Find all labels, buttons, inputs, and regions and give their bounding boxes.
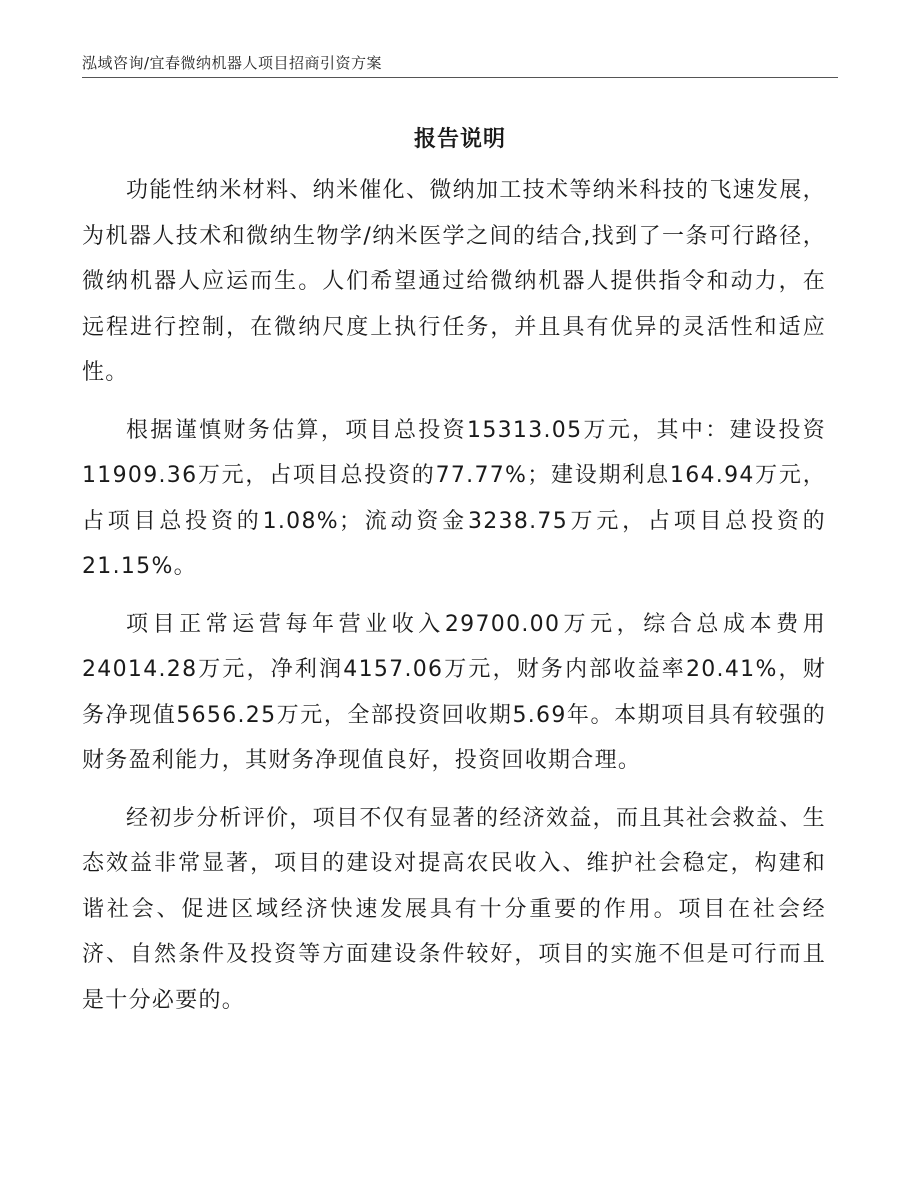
page-title: 报告说明 — [413, 127, 506, 152]
paragraph-investment: 根据谨慎财务估算，项目总投资15313.05万元，其中：建设投资11909.36万元，占项目总投资的77.77%；建设期利息164.94万元，占项目总投资的1.08%；流动资金3238.75万元，占项目总投资的21.15%。 — [82, 417, 826, 579]
paragraph-intro: 功能性纳米材料、纳米催化、微纳加工技术等纳米科技的飞速发展，为机器人技术和微纳生物学/纳米医学之间的结合,找到了一条可行路径，微纳机器人应运而生。人们希望通过给微纳机器人提供指令和动力，在远程进行控制，在微纳尺度上执行任务，并且具有优异的灵活性和适应性。 — [82, 178, 826, 385]
paragraph-revenue: 项目正常运营每年营业收入29700.00万元，综合总成本费用24014.28万元，净利润4157.06万元，财务内部收益率20.41%，财务净现值5656.25万元，全部投资回收期5.69年。本期项目具有较强的财务盈利能力，其财务净现值良好，投资回收期合理。 — [82, 611, 826, 773]
paragraph-evaluation: 经初步分析评价，项目不仅有显著的经济效益，而且其社会救益、生态效益非常显著，项目的建设对提高农民收入、维护社会稳定，构建和谐社会、促进区域经济快速发展具有十分重要的作用。项目在社会经济、自然条件及投资等方面建设条件较好，项目的实施不但是可行而且是十分必要的。 — [82, 805, 826, 1013]
document-body — [82, 168, 826, 1035]
document-header: 泓域咨询/宜春微纳机器人项目招商引资方案 — [82, 54, 383, 72]
header-divider — [82, 77, 838, 78]
